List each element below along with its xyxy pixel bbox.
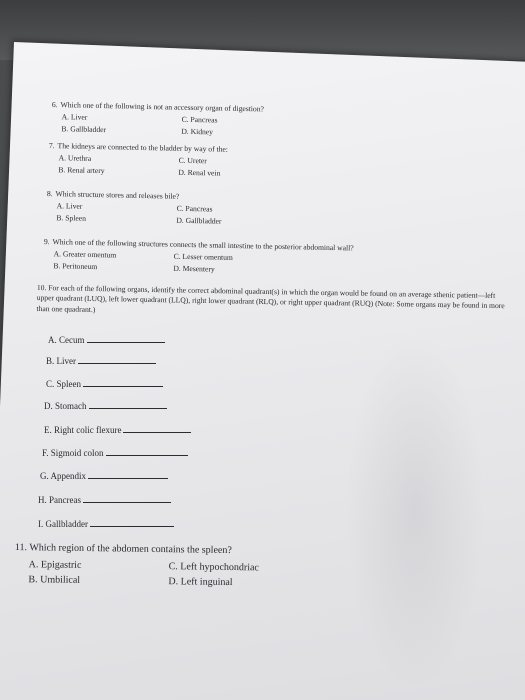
option-c: C. Left hypochondriac [168, 560, 259, 573]
question-text: Which structure stores and releases bile? [55, 189, 180, 201]
question-9-options [53, 249, 353, 277]
organ-item-stomach [44, 400, 167, 411]
option-a: A. Liver [61, 112, 88, 122]
option-b: B. Umbilical [28, 574, 81, 586]
option-c: C. Pancreas [181, 114, 218, 125]
organ-label: A. Cecum [48, 335, 85, 345]
question-10-stem [36, 283, 506, 322]
option-d: D. Kidney [181, 126, 214, 136]
question-8 [46, 189, 327, 229]
answer-blank[interactable] [83, 378, 163, 387]
organ-item-appendix [40, 470, 168, 481]
option-c: C. Pancreas [176, 203, 213, 214]
question-7 [48, 141, 329, 181]
question-text: For each of the following organs, identify the correct abdominal quadrant(s) in which the organ would be found on an average sthenic patient—left upper quadrant (LUQ), left lower quadrant (LLQ), right lower quadrant (RLQ), or right upper quadrant (RUQ) (Note: Some organs may be found in more than one quadrant.) [36, 283, 505, 314]
question-text: Which one of the following is not an accessory organ of digestion? [60, 100, 265, 114]
option-d: D. Gallbladder [176, 215, 222, 226]
option-b: B. Gallbladder [61, 123, 107, 134]
organ-label: H. Pancreas [38, 495, 81, 505]
answer-blank[interactable] [88, 470, 168, 479]
question-9 [43, 237, 353, 277]
organ-item-sigmoid-colon [42, 447, 188, 458]
option-a: A. Greater omentum [53, 249, 117, 260]
organ-label: B. Liver [46, 356, 76, 366]
organ-label: E. Right colic flexure [44, 425, 122, 435]
question-7-options [58, 153, 328, 180]
option-d: D. Left inguinal [168, 576, 233, 589]
organ-item-right-colic-flexure [44, 424, 191, 435]
option-b: B. Spleen [56, 212, 87, 223]
organ-item-gallbladder [38, 518, 174, 529]
organ-item-liver [46, 355, 156, 366]
organ-label: D. Stomach [44, 401, 87, 411]
option-a: A. Liver [56, 201, 83, 211]
question-8-options [56, 201, 326, 228]
option-b: B. Renal artery [58, 164, 105, 175]
question-text: Which region of the abdomen contains the spleen? [29, 542, 232, 557]
answer-blank[interactable] [78, 355, 156, 364]
option-b: B. Peritoneum [53, 260, 98, 271]
answer-blank[interactable] [87, 334, 165, 343]
question-number: 10. [36, 283, 47, 293]
organ-label: C. Spleen [46, 379, 81, 389]
organ-label: G. Appendix [40, 471, 86, 481]
option-c: C. Ureter [178, 155, 207, 166]
answer-blank[interactable] [123, 424, 191, 433]
option-a: A. Epigastric [28, 558, 82, 571]
question-11 [14, 541, 329, 592]
option-c: C. Lesser omentum [173, 251, 233, 263]
answer-blank[interactable] [106, 447, 188, 456]
question-number: 8. [46, 189, 53, 199]
organ-item-spleen [46, 378, 163, 389]
option-d: D. Mesentery [173, 263, 215, 274]
option-a: A. Urethra [58, 153, 92, 164]
question-11-stem [15, 541, 329, 560]
organ-label: F. Sigmoid colon [42, 448, 104, 458]
question-text: The kidneys are connected to the bladder by way of the: [57, 141, 229, 154]
organ-item-pancreas [38, 494, 171, 505]
question-text: Which one of the following structures connects the small intestine to the posterior abdominal wall? [52, 237, 354, 253]
question-number: 9. [43, 237, 50, 247]
question-10 [36, 283, 506, 322]
question-6 [51, 100, 332, 140]
question-number: 7. [48, 141, 55, 151]
question-number: 11. [14, 541, 28, 554]
answer-blank[interactable] [90, 518, 174, 527]
question-number: 6. [51, 100, 58, 110]
answer-blank[interactable] [89, 400, 167, 409]
option-d: D. Renal vein [178, 167, 221, 178]
question-11-options [28, 558, 328, 592]
organ-item-cecum [48, 334, 165, 345]
answer-blank[interactable] [83, 494, 171, 503]
question-6-options [61, 112, 331, 139]
organ-label: I. Gallbladder [38, 519, 88, 529]
